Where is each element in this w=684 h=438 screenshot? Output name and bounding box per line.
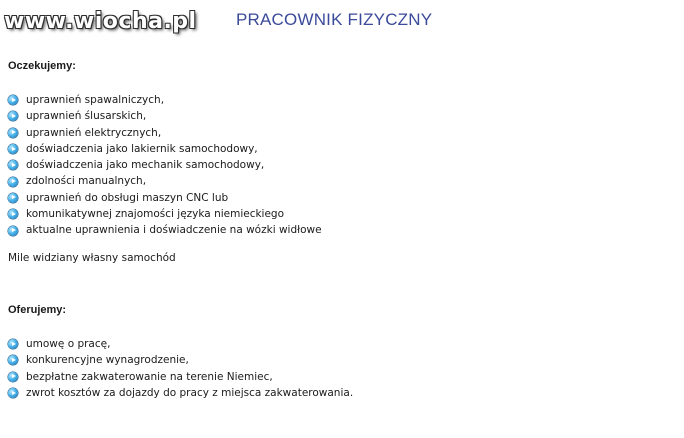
- arrow-bullet-icon: [8, 111, 18, 121]
- list-item: [8, 108, 322, 124]
- offer-list: [8, 336, 353, 401]
- offer-heading: Oferujemy:: [8, 304, 67, 316]
- list-item: [8, 125, 322, 141]
- list-item-text: uprawnień do obsługi maszyn CNC lub: [26, 191, 229, 204]
- list-item: [8, 190, 322, 206]
- arrow-bullet-icon: [8, 95, 18, 105]
- list-item: [8, 369, 353, 385]
- arrow-bullet-icon: [8, 372, 18, 382]
- arrow-bullet-icon: [8, 388, 18, 398]
- list-item: [8, 173, 322, 189]
- list-item-text: doświadczenia jako mechanik samochodowy,: [26, 159, 265, 172]
- list-item-text: doświadczenia jako lakiernik samochodowy,: [26, 142, 258, 155]
- list-item-text: bezpłatne zakwaterowanie na terenie Niemiec,: [26, 370, 273, 383]
- list-item-text: zdolności manualnych,: [26, 175, 147, 188]
- list-item: [8, 336, 353, 352]
- list-item: [8, 222, 322, 238]
- list-item-text: umowę o pracę,: [26, 338, 111, 350]
- list-item-text: uprawnień ślusarskich,: [26, 110, 147, 123]
- arrow-bullet-icon: [8, 177, 18, 187]
- arrow-bullet-icon: [8, 209, 18, 219]
- arrow-bullet-icon: [8, 128, 18, 138]
- watermark-logo: www.wiocha.pl: [4, 9, 197, 34]
- expect-list: [8, 92, 322, 239]
- list-item: [8, 92, 322, 108]
- list-item-text: aktualne uprawnienia i doświadczenie na wózki widłowe: [26, 224, 322, 237]
- list-item-text: uprawnień elektrycznych,: [26, 126, 162, 139]
- arrow-bullet-icon: [8, 193, 18, 203]
- list-item: [8, 141, 322, 157]
- list-item: [8, 206, 322, 222]
- arrow-bullet-icon: [8, 226, 18, 236]
- list-item: [8, 157, 322, 173]
- arrow-bullet-icon: [8, 160, 18, 170]
- list-item: [8, 352, 353, 368]
- list-item-text: komunikatywnej znajomości języka niemieckiego: [26, 208, 285, 221]
- arrow-bullet-icon: [8, 144, 18, 154]
- arrow-bullet-icon: [8, 339, 18, 349]
- page-title: PRACOWNIK FIZYCZNY: [236, 10, 433, 29]
- list-item: [8, 385, 353, 401]
- note-text: Mile widziany własny samochód: [8, 252, 176, 264]
- list-item-text: zwrot kosztów za dojazdy do pracy z miejsca zakwaterowania.: [26, 386, 354, 399]
- arrow-bullet-icon: [8, 355, 18, 365]
- list-item-text: konkurencyjne wynagrodzenie,: [26, 354, 189, 367]
- expect-heading: Oczekujemy:: [8, 60, 76, 72]
- list-item-text: uprawnień spawalniczych,: [26, 94, 165, 106]
